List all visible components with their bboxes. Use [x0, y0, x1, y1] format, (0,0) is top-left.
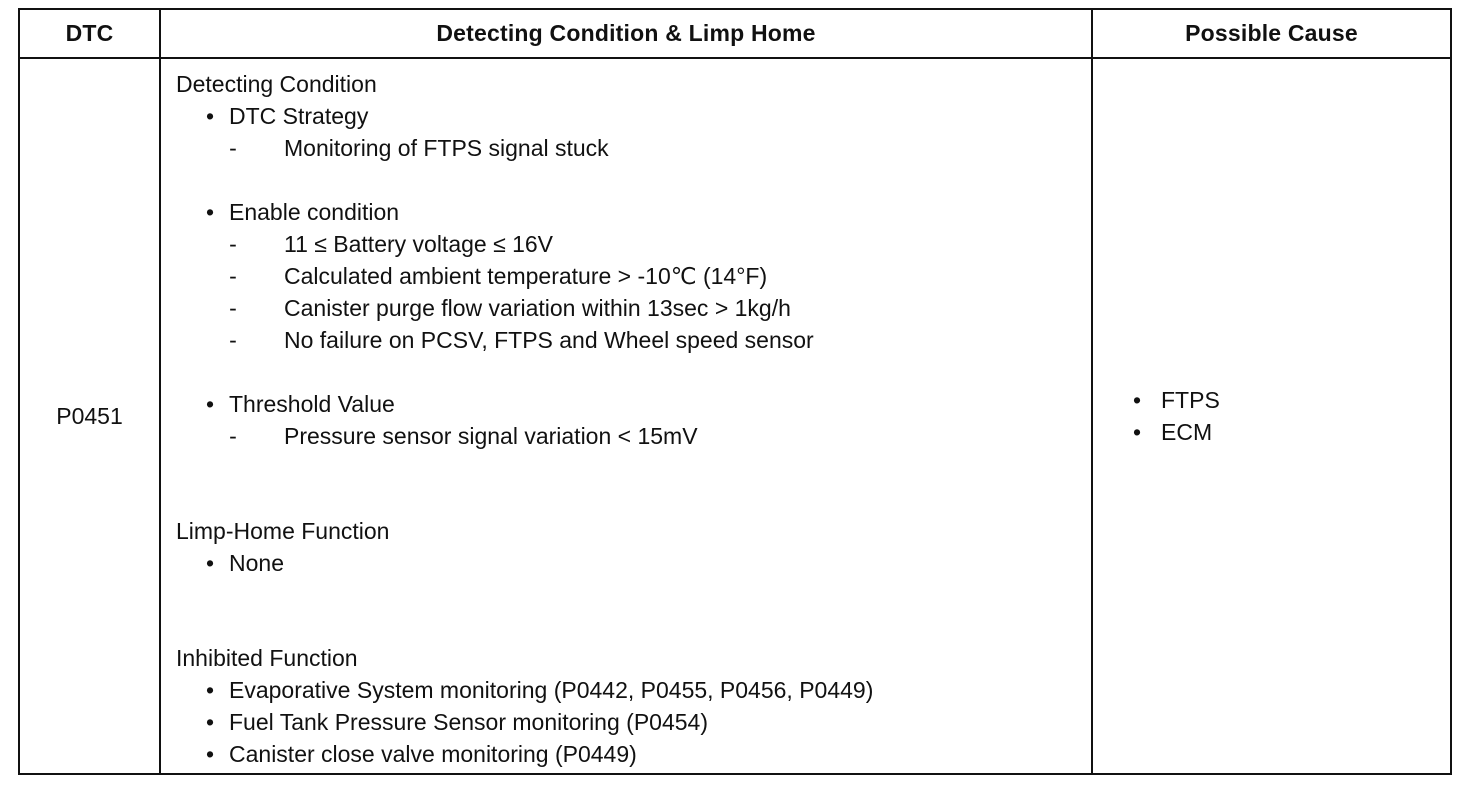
enable-condition-text: 11 ≤ Battery voltage ≤ 16V: [284, 231, 554, 257]
header-dtc: DTC: [19, 9, 160, 58]
possible-cause-cell: [1092, 58, 1451, 774]
enable-condition-text: Canister purge flow variation within 13sec > 1kg/h: [284, 295, 791, 321]
threshold-value-detail: [176, 420, 1091, 452]
dtc-strategy-text: Monitoring of FTPS signal stuck: [284, 135, 609, 161]
bullet-icon: •: [205, 741, 215, 767]
inhibited-function-text: Evaporative System monitoring (P0442, P0455, P0456, P0449): [229, 677, 874, 703]
threshold-value-label: Threshold Value: [229, 391, 395, 417]
limp-home-item: [176, 547, 1091, 579]
enable-condition-detail: [176, 260, 1091, 292]
limp-home-text: None: [229, 550, 284, 576]
inhibited-function-item: [176, 674, 1091, 706]
enable-condition-detail: [176, 292, 1091, 324]
possible-cause-text: FTPS: [1161, 387, 1220, 413]
table-row: [19, 58, 1451, 774]
detecting-condition-title: Detecting Condition: [176, 71, 377, 97]
threshold-value-text: Pressure sensor signal variation < 15mV: [284, 423, 698, 449]
dtc-strategy-label: DTC Strategy: [229, 103, 369, 129]
inhibited-function-title: Inhibited Function: [176, 645, 358, 671]
enable-condition-label: Enable condition: [229, 199, 400, 225]
dash-icon: -: [229, 135, 237, 161]
bullet-icon: •: [1132, 387, 1142, 413]
possible-cause-list: [1093, 384, 1450, 448]
bullet-icon: •: [1132, 419, 1142, 445]
limp-home-title: Limp-Home Function: [176, 518, 390, 544]
inhibited-function-text: Canister close valve monitoring (P0449): [229, 741, 637, 767]
dtc-code: P0451: [19, 58, 160, 774]
bullet-icon: •: [205, 709, 215, 735]
possible-cause-item: [1131, 384, 1450, 416]
condition-cell: [160, 58, 1092, 774]
header-condition: Detecting Condition & Limp Home: [160, 9, 1092, 58]
dtc-strategy-item: [176, 100, 1091, 132]
dtc-table: [18, 8, 1452, 775]
possible-cause-item: [1131, 416, 1450, 448]
dash-icon: -: [229, 423, 237, 449]
enable-condition-detail: [176, 324, 1091, 356]
enable-condition-detail: [176, 228, 1091, 260]
inhibited-function-text: Fuel Tank Pressure Sensor monitoring (P0454): [229, 709, 708, 735]
header-row: [19, 9, 1451, 58]
threshold-value-item: [176, 388, 1091, 420]
bullet-icon: •: [205, 550, 215, 576]
dash-icon: -: [229, 295, 237, 321]
inhibited-function-item: [176, 706, 1091, 738]
dtc-strategy-detail: [176, 132, 1091, 164]
enable-condition-item: [176, 196, 1091, 228]
dash-icon: -: [229, 231, 237, 257]
possible-cause-text: ECM: [1161, 419, 1213, 445]
bullet-icon: •: [205, 391, 215, 417]
enable-condition-text: No failure on PCSV, FTPS and Wheel speed sensor: [284, 327, 814, 353]
dash-icon: -: [229, 327, 237, 353]
bullet-icon: •: [205, 199, 215, 225]
header-cause: Possible Cause: [1092, 9, 1451, 58]
enable-condition-text: Calculated ambient temperature > -10℃ (14°F): [284, 263, 768, 289]
bullet-icon: •: [205, 103, 215, 129]
dash-icon: -: [229, 263, 237, 289]
inhibited-function-item: [176, 738, 1091, 770]
bullet-icon: •: [205, 677, 215, 703]
